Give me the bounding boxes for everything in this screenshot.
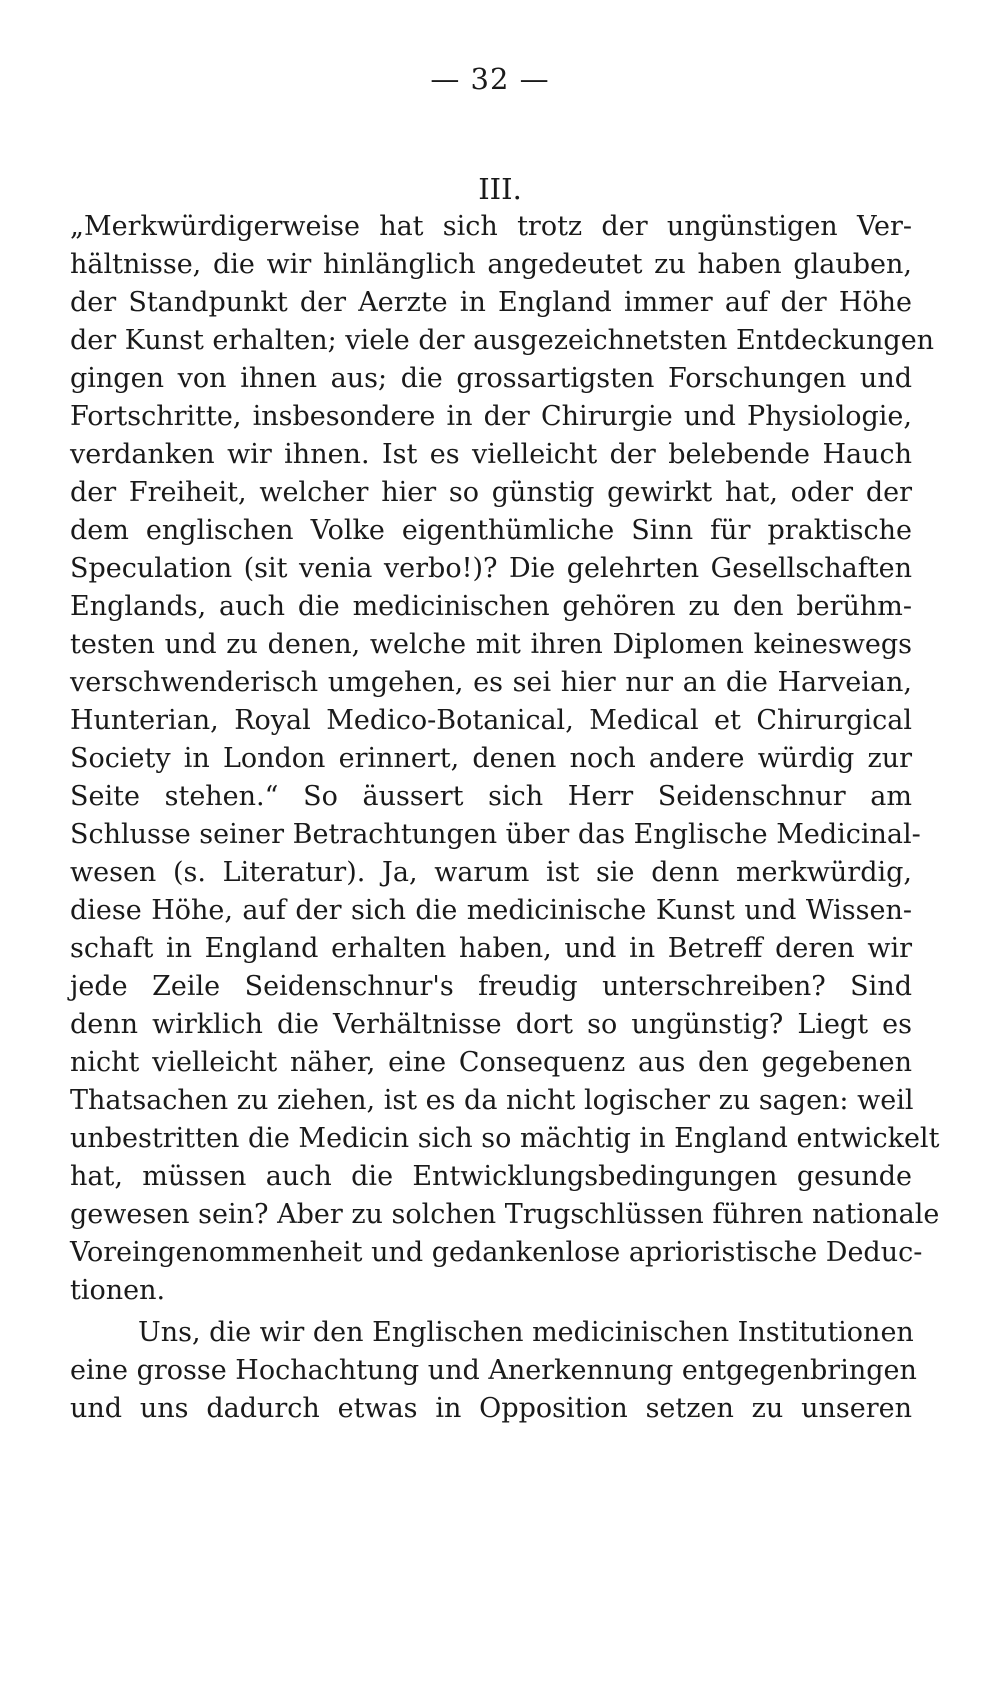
text-line: Englands, auch die medicinischen gehören zu den berühm- <box>70 591 912 622</box>
text-line: tionen. <box>70 1275 166 1306</box>
section-heading: III. <box>478 172 522 206</box>
body-text <box>70 208 940 1428</box>
paragraph-2 <box>70 1314 917 1428</box>
text-line: Schlusse seiner Betrachtungen über das Englische Medicinal- <box>70 819 921 850</box>
text-line: dem englischen Volke eigenthümliche Sinn für praktische <box>70 515 912 546</box>
text-line: und uns dadurch etwas in Opposition setzen zu unseren <box>70 1393 912 1424</box>
text-line: Uns, die wir den Englischen medicinischen Institutionen <box>138 1317 914 1348</box>
text-line: Society in London erinnert, denen noch andere würdig zur <box>70 743 912 774</box>
text-line: unbestritten die Medicin sich so mächtig in England entwickelt <box>70 1123 940 1154</box>
paragraph-1 <box>70 208 940 1310</box>
text-line: wesen (s. Literatur). Ja, warum ist sie denn merkwürdig, <box>70 857 912 888</box>
text-line: testen und zu denen, welche mit ihren Diplomen keineswegs <box>70 629 912 660</box>
text-line: Speculation (sit venia verbo!)? Die gelehrten Gesellschaften <box>70 553 912 584</box>
text-line: hat, müssen auch die Entwicklungsbedingungen gesunde <box>70 1161 912 1192</box>
text-line: Voreingenommenheit und gedankenlose aprioristische Deduc- <box>70 1237 923 1268</box>
text-line: gewesen sein? Aber zu solchen Trugschlüssen führen nationale <box>70 1199 940 1230</box>
text-line: denn wirklich die Verhältnisse dort so ungünstig? Liegt es <box>70 1009 912 1040</box>
text-line: schaft in England erhalten haben, und in Betreff deren wir <box>70 933 912 964</box>
text-line: verschwenderisch umgehen, es sei hier nur an die Harveian, <box>70 667 912 698</box>
page-number: — 32 — <box>430 62 550 96</box>
text-line: der Standpunkt der Aerzte in England immer auf der Höhe <box>70 287 912 318</box>
text-line: eine grosse Hochachtung und Anerkennung entgegenbringen <box>70 1355 917 1386</box>
text-line: „Merkwürdigerweise hat sich trotz der ungünstigen Ver- <box>70 211 912 242</box>
text-line: gingen von ihnen aus; die grossartigsten Forschungen und <box>70 363 912 394</box>
text-line: Thatsachen zu ziehen, ist es da nicht logischer zu sagen: weil <box>70 1085 914 1116</box>
text-line: jede Zeile Seidenschnur's freudig unterschreiben? Sind <box>70 971 912 1002</box>
text-line: Fortschritte, insbesondere in der Chirurgie und Physiologie, <box>70 401 912 432</box>
text-line: hältnisse, die wir hinlänglich angedeutet zu haben glauben, <box>70 249 912 280</box>
text-line: der Kunst erhalten; viele der ausgezeichnetsten Entdeckungen <box>70 325 935 356</box>
text-line: der Freiheit, welcher hier so günstig gewirkt hat, oder der <box>70 477 912 508</box>
text-line: nicht vielleicht näher, eine Consequenz aus den gegebenen <box>70 1047 912 1078</box>
text-line: Seite stehen.“ So äussert sich Herr Seidenschnur am <box>70 781 912 812</box>
text-line: verdanken wir ihnen. Ist es vielleicht der belebende Hauch <box>70 439 912 470</box>
text-line: Hunterian, Royal Medico-Botanical, Medical et Chirurgical <box>70 705 912 736</box>
text-line: diese Höhe, auf der sich die medicinische Kunst und Wissen- <box>70 895 912 926</box>
